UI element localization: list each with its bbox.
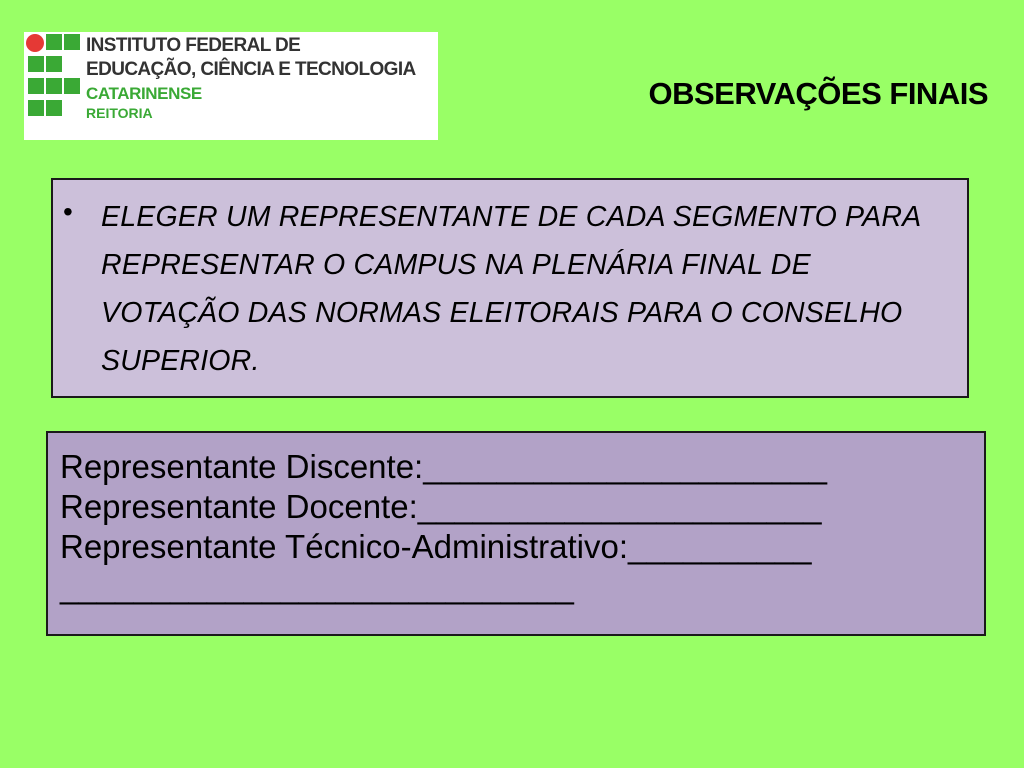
bullet-icon: • — [63, 196, 73, 227]
logo-grid-icon — [26, 34, 82, 124]
rep-line-docente: Representante Docente:______________________ — [60, 488, 822, 525]
logo-line-reitoria: REITORIA — [86, 105, 153, 121]
logo-line-institute: INSTITUTO FEDERAL DE — [86, 35, 301, 56]
institution-logo — [24, 32, 438, 140]
rep-line-tecnico: Representante Técnico-Administrativo:__________ — [60, 528, 812, 565]
representatives-list — [60, 447, 827, 607]
logo-line-education: EDUCAÇÃO, CIÊNCIA E TECNOLOGIA — [86, 59, 416, 80]
bullet-text: ELEGER UM REPRESENTANTE DE CADA SEGMENTO PARA REPRESENTAR O CAMPUS NA PLENÁRIA FINAL DE VOTAÇÃO DAS NORMAS ELEITORAIS PARA O CONSELHO SUPERIOR. — [101, 201, 921, 377]
page-title: OBSERVAÇÕES FINAIS — [648, 76, 988, 111]
logo-red-dot — [26, 34, 44, 52]
logo-text — [86, 34, 416, 122]
bullet-box — [51, 178, 969, 398]
logo-line-catarinense: CATARINENSE — [86, 84, 202, 103]
rep-line-discente: Representante Discente:______________________ — [60, 448, 827, 485]
representatives-box — [46, 431, 986, 636]
rep-line-continuation: ____________________________ — [60, 568, 574, 605]
